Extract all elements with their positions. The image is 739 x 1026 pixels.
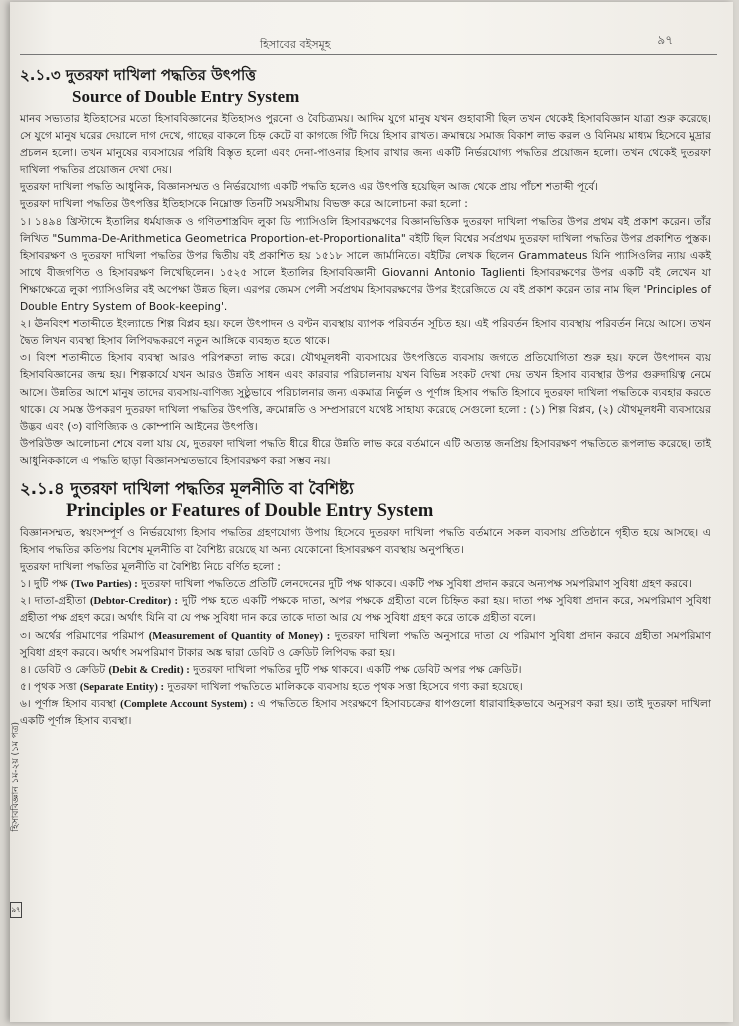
history-point: ১। ১৪৯৪ খ্রিস্টাব্দে ইতালির ধর্মযাজক ও গণিতশাস্ত্রবিদ লুকা ডি প্যাসিওলি হিসাবরক্ষণের বিজ্ঞানভিত্তিক দুতরফা দাখিলা পদ্ধতির উপর প্রথম বই প্রকাশ করেন। তাঁর লিখিত "Summa-De-Arithmetica Geometrica Proportion-et-Proportionalita" বইটি ছিল বিশ্বের সর্বপ্রথম দুতরফা দাখিলা পদ্ধতির উপর প্রকাশিত পুস্তক। হিসাবরক্ষণ ও দুতরফা দাখিলা পদ্ধতির উপর দ্বিতীয় বই প্রকাশিত হয় ১৫১৮ সালে জার্মানিতে। বইটির লেখক ছিলেন Grammateus যিনি প্যাসিওলির ন্যায় একই সাথে বীজগণিত ও হিসাবরক্ষণ লিখেছিলেন। ১৫২৫ সালে ইতালির হিসাববিজ্ঞানী Giovanni Antonio Taglienti হিসাবরক্ষণের উপর একটি বই লেখেন যা শিক্ষাক্ষেত্রে লুকা প্যাসিওলির বই অপেক্ষা উন্নত ছিল। এরপর জেমস পেলী সর্বপ্রথম হিসাবরক্ষণের উপর ইংরেজিতে যে বই প্রকাশ করেন তার নাম ছিল 'Principles of Double Entry System of Book-keeping'. [20,215,711,314]
feature-number: ১। দুটি পক্ষ [20,578,68,591]
feature-text: এ পদ্ধতিতে হিসাব সংরক্ষণে হিসাবচক্রের ধাপগুলো ধারাবাহিকভাবে অনুসরণ করা হয়। তাই দুতরফা দাখিলা একটি পূর্ণাঙ্গ হিসাব ব্যবস্থা। [20,697,711,727]
margin-box-number: ৯৭ [10,902,22,918]
feature-text: দুটি পক্ষ হতে একটি পক্ষকে দাতা, অপর পক্ষকে গ্রহীতা বলে চিহ্নিত করা হয়। দাতা পক্ষ সুবিধা প্রদান করে, সমপরিমাণ সুবিধা গ্রহীতা পক্ষ গ্রহণ করে। অর্থাৎ যিনি বা যে পক্ষ সুবিধা দান করে তাকে দাতা আর যে পক্ষ সুবিধা গ্রহণ করে তাকে গ্রহীতা বলে। [20,595,711,625]
feature-item [20,662,711,679]
feature-item [20,593,711,627]
paragraph: মানব সভ্যতার ইতিহাসের মতো হিসাববিজ্ঞানের ইতিহাসও পুরনো ও বৈচিত্র্যময়। আদিম যুগে মানুষ যখন গুহাবাসী ছিল তখন থেকেই হিসাববিজ্ঞান যাত্রা শুরু করেছে। সে যুগে মানুষ ঘরের দেয়ালে দাগ দেখে, গাছের বাকলে চিহ্ন কেটে বা কাগজে গিঁট দিয়ে হিসাব রাখত। ক্রমান্বয়ে সমাজ বিকাশ লাভ করল ও বিনিময় মাধ্যম হিসেবে মুদ্রার প্রচলন হলো। তখন মানুষের ব্যবসায়ের পরিধি বিস্তৃত হলো এবং দেনা-পাওনার হিসাব রাখার জন্য একটি নির্ভরযোগ্য পদ্ধতির প্রয়োজন হলো। তখন থেকেই দুতরফা দাখিলা পদ্ধতির প্রয়োজন দেখা দেয়। [20,113,711,177]
feature-term: (Two Parties) : [70,579,138,591]
feature-term: (Measurement of Quantity of Money) : [148,630,331,642]
feature-number: ২। দাতা-গ্রহীতা [20,595,86,608]
feature-text: দুতরফা দাখিলা পদ্ধতি অনুসারে দাতা যে পরিমাণ সুবিধা প্রদান করবে গ্রহীতা সমপরিমাণ সুবিধা গ্রহণ করবে। অর্থাৎ সমপরিমাণ টাকার অঙ্ক দ্বারা ডেবিট ও ক্রেডিট লিপিবদ্ধ করা হয়। [20,629,711,659]
section-heading-bn: ২.১.৩ দুতরফা দাখিলা পদ্ধতির উৎপত্তি [20,66,257,84]
feature-item [20,696,711,730]
feature-item [20,679,711,696]
margin-side-label: হিসাববিজ্ঞান ১ম-২য় (১ম পত্র) [11,722,21,832]
feature-number: ৬। পূর্ণাঙ্গ হিসাব ব্যবস্থা [20,697,117,710]
feature-text: দুতরফা দাখিলা পদ্ধতিতে প্রতিটি লেনদেনের দুটি পক্ষ থাকবে। একটি পক্ষ সুবিধা প্রদান করবে অন্যপক্ষ সমপরিমাণ সুবিধা গ্রহণ করবে। [137,578,693,591]
feature-item [20,576,711,593]
feature-term: (Complete Account System) : [120,698,254,710]
conclusion-paragraph: উপরিউক্ত আলোচনা শেষে বলা যায় যে, দুতরফা দাখিলা পদ্ধতি ধীরে ধীরে উন্নতি লাভ করে বর্তমানে এটি অত্যন্ত জনপ্রিয় হিসাবরক্ষণ পদ্ধতিতে রূপলাভ করেছে। তাই আধুনিককালে এ পদ্ধতি ছাড়া বিজ্ঞানসম্মতভাবে হিসাবরক্ষণ করা সম্ভব নয়। [20,437,711,467]
paragraph: দুতরফা দাখিলা পদ্ধতির উৎপত্তির ইতিহাসকে নিম্নোক্ত তিনটি সময়সীমায় বিভক্ত করে আলোচনা করা হলো : [20,198,468,211]
feature-number: ৫। পৃথক সত্তা [20,680,77,693]
feature-text: দুতরফা দাখিলা পদ্ধতির দুটি পক্ষ থাকবে। একটি পক্ষ ডেবিট অপর পক্ষ ক্রেডিট। [189,663,522,676]
page-content [20,64,711,730]
feature-term: (Debtor-Creditor) : [89,596,179,608]
section-heading-bn: ২.১.৪ দুতরফা দাখিলা পদ্ধতির মূলনীতি বা বৈশিষ্ট্য [20,478,354,498]
section-heading-en: Principles or Features of Double Entry System [66,500,434,521]
intro-paragraph: বিজ্ঞানসম্মত, স্বয়ংসম্পূর্ণ ও নির্ভরযোগ্য হিসাব পদ্ধতির গ্রহণযোগ্য উপায় হিসেবে দুতরফা দাখিলা পদ্ধতি বর্তমানে সকল ব্যবসায় প্রতিষ্ঠানে গৃহীত হয়ে আসছে। এ হিসাব পদ্ধতির কতিপয় বিশেষ মূলনীতি বা বৈশিষ্ট্য রয়েছে যা অন্য যেকোনো হিসাবরক্ষণ ব্যবস্থায় অনুপস্থিত। [20,526,711,557]
feature-text: দুতরফা দাখিলা পদ্ধতিতে মালিককে ব্যবসায় হতে পৃথক সত্তা হিসেবে গণ্য করা হয়েছে। [164,680,523,693]
running-title: হিসাবের বইসমূহ [260,38,331,51]
header-rule [20,54,717,55]
paragraph: দুতরফা দাখিলা পদ্ধতি আধুনিক, বিজ্ঞানসম্মত ও নির্ভরযোগ্য একটি পদ্ধতি হলেও এর উৎপত্তি হয়েছিল আজ থেকে প্রায় পাঁচশ শতাব্দী পূর্বে। [20,181,599,194]
feature-number: ৪। ডেবিট ও ক্রেডিট [20,663,106,676]
feature-number: ৩। অর্থের পরিমাণের পরিমাপ [20,629,145,642]
feature-item [20,628,711,662]
section-heading-en: Source of Double Entry System [72,87,300,106]
feature-term: (Debit & Credit) : [108,664,190,676]
page-number: ৯৭ [657,33,673,47]
book-page [10,2,733,1022]
feature-term: (Separate Entity) : [79,681,165,693]
history-point: ২। ঊনবিংশ শতাব্দীতে ইংল্যান্ডে শিল্প বিপ্লব হয়। ফলে উৎপাদন ও বণ্টন ব্যবস্থায় ব্যাপক পরিবর্তন সূচিত হয়। এই পরিবর্তন হিসাব ব্যবস্থায় পরিবর্তন নিয়ে আসে। তখন দ্বৈত লিখন ব্যবস্থা হিসাব লিপিবদ্ধকরণে নতুন আঙ্গিকে ব্যবহৃত হতে থাকে। [20,318,711,348]
lead-paragraph: দুতরফা দাখিলা পদ্ধতির মূলনীতি বা বৈশিষ্ট্য নিচে বর্ণিত হলো : [20,561,281,574]
history-point: ৩। বিংশ শতাব্দীতে হিসাব ব্যবস্থা আরও পরিপক্বতা লাভ করে। যৌথমূলধনী ব্যবসায়ের উৎপত্তিতে ব্যবসায় জগতে প্রতিযোগিতা শুরু হয়। ফলে উৎপাদন ব্যয় হিসাববিজ্ঞানের জন্ম হয়। শিল্পকার্যে যখন আরও উন্নতি সাধন এবং কারবার পরিচালনায় যখন বিভিন্ন সংকট দেখা দেয় তখন হিসাব ব্যবস্থার উপর গুরুদায়িত্ব নেমে আসে। উন্নতির আশে মানুষ তাদের ব্যবসায়-বাণিজ্য সুষ্ঠুভাবে পরিচালনার জন্য একমাত্র নির্ভুল ও পূর্ণাঙ্গ হিসাব পদ্ধতি হিসাবে দুতরফা দাখিলা পদ্ধতিকে ব্যবহার করতে থাকে। যে সমস্ত উপকরণ দুতরফা দাখিলা পদ্ধতির উৎপত্তি, ক্রমোন্নতি ও সম্প্রসারণে যথেষ্ট সাহায্য করেছে সেগুলো হলো : (১) শিল্প বিপ্লব, (২) যৌথমূলধনী ব্যবসায়ের উদ্ভব এবং (৩) বাণিজ্যিক ও কোম্পানি আইনের উৎপত্তি। [20,352,711,433]
